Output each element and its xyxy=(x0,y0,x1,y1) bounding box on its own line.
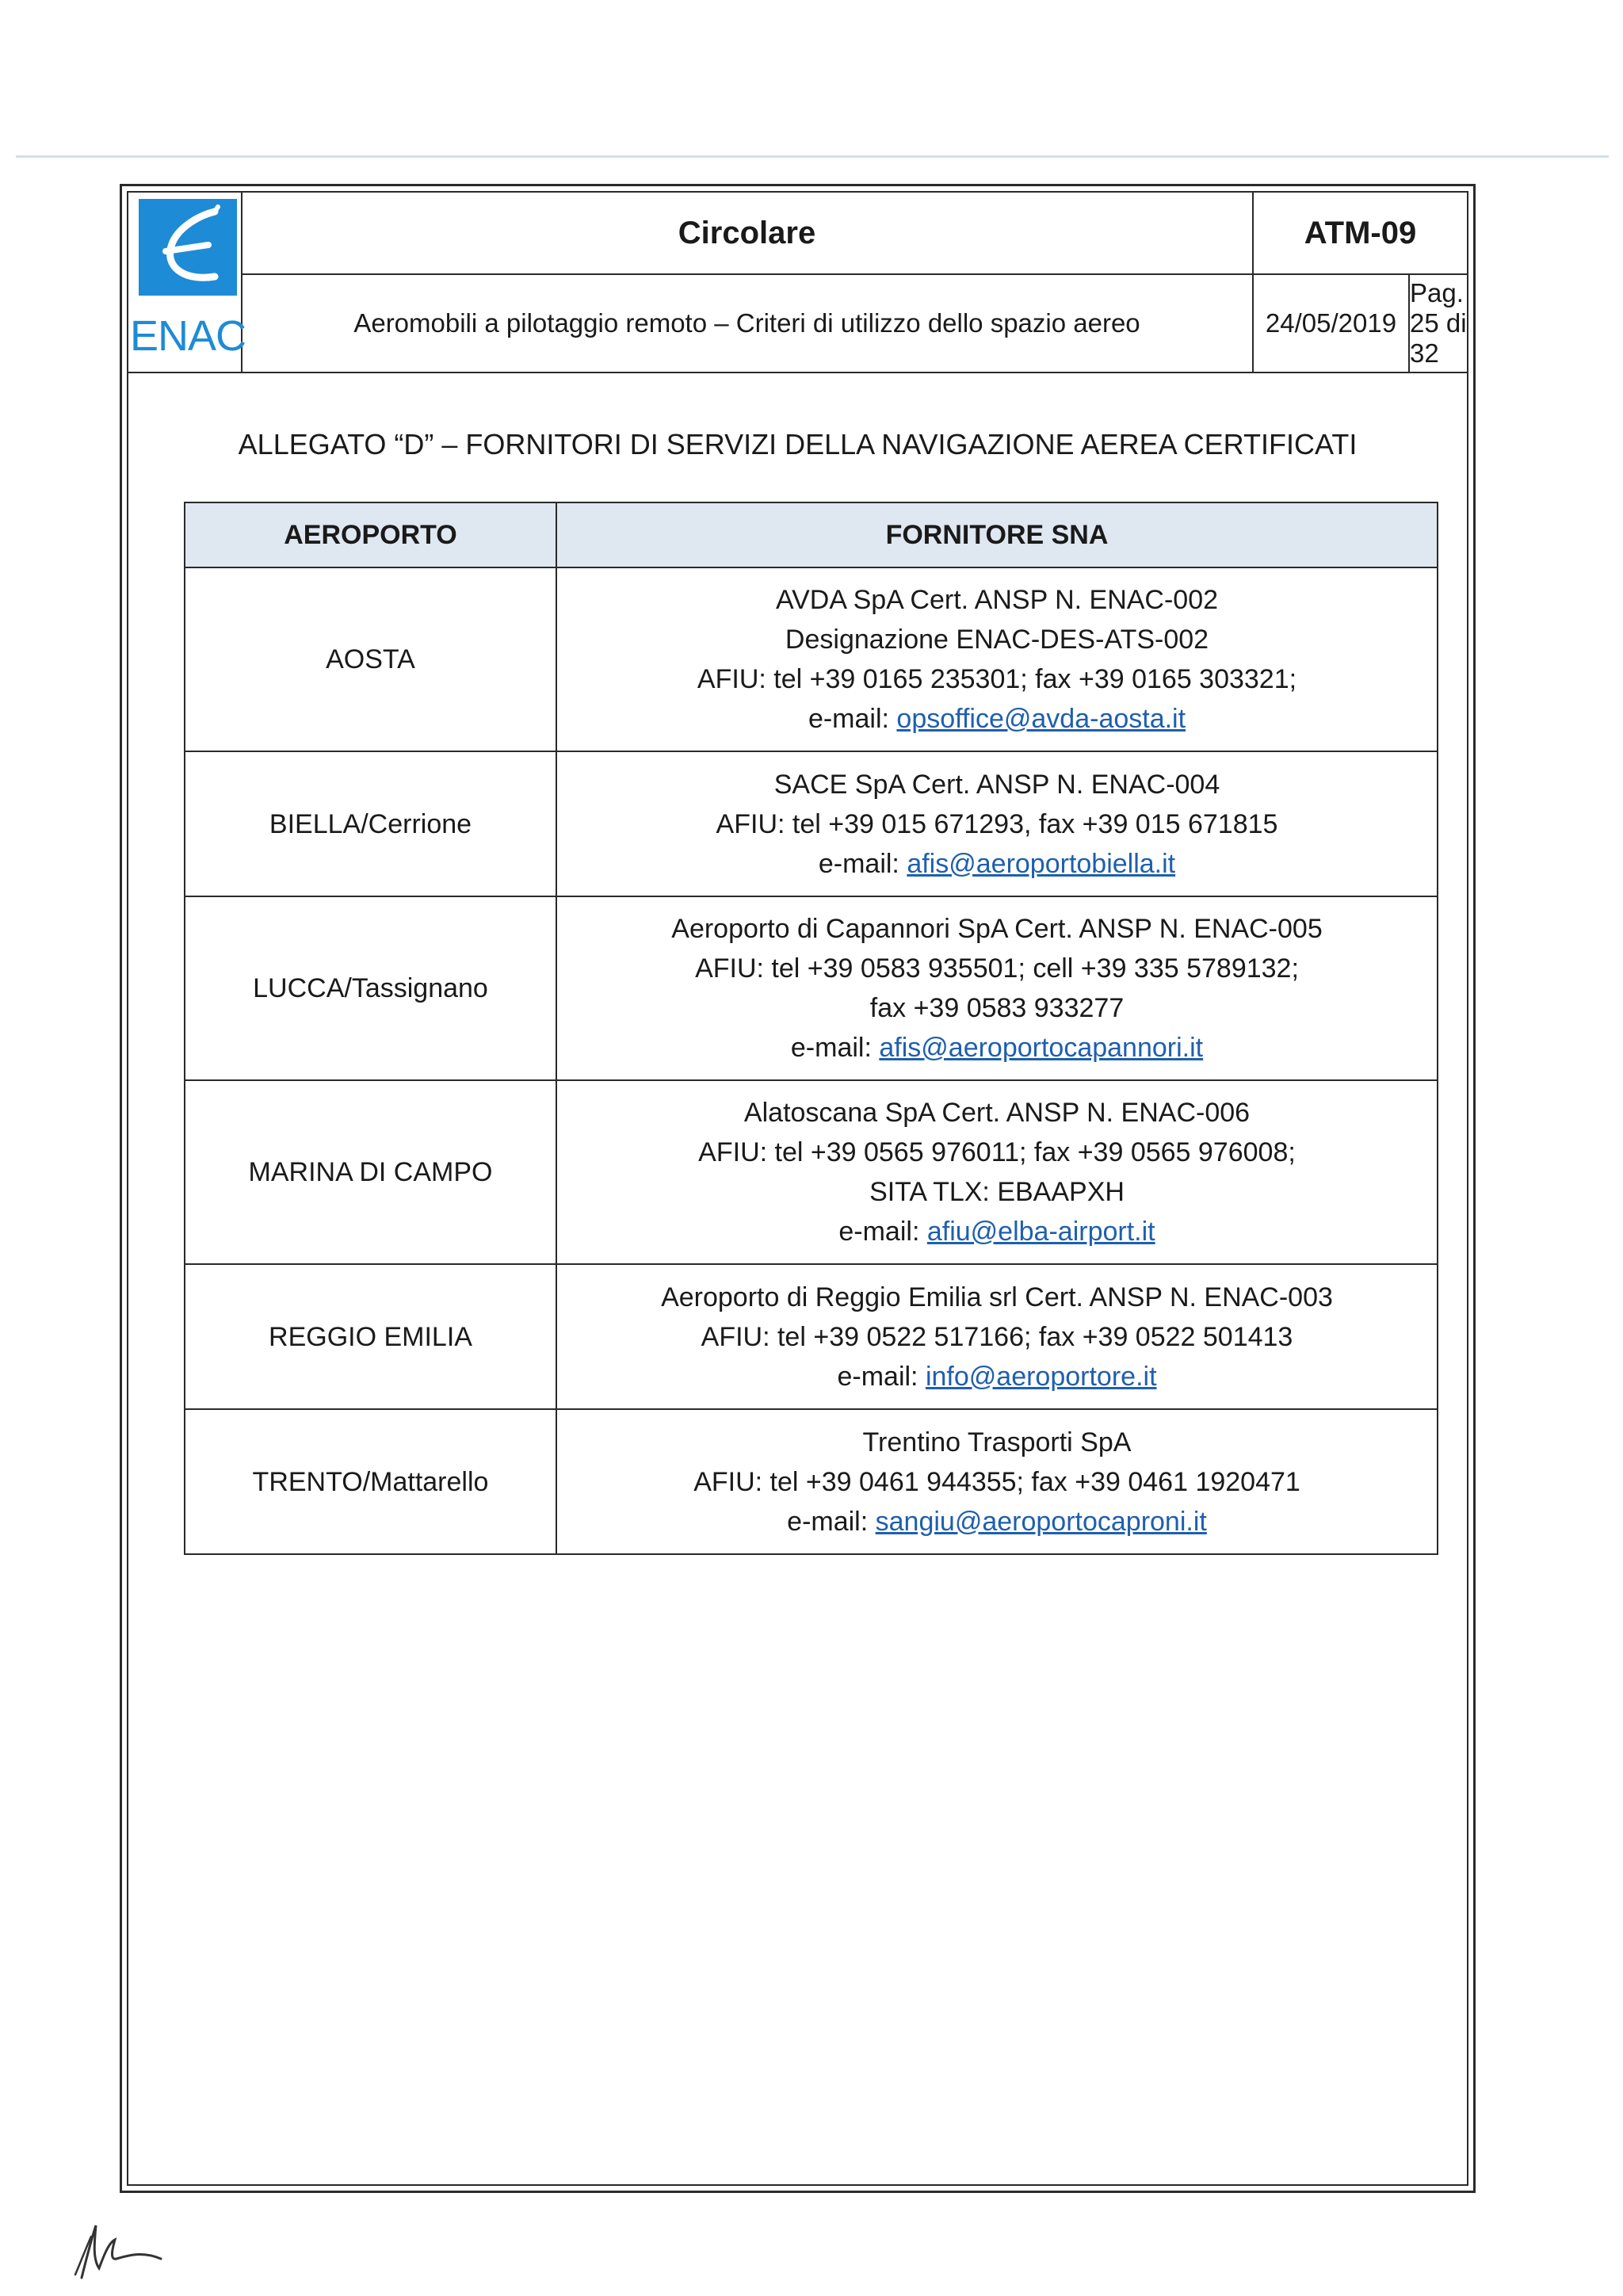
provider-cell xyxy=(556,1080,1438,1264)
table-row xyxy=(185,751,1438,896)
provider-cell xyxy=(556,1409,1438,1554)
email-link[interactable]: afis@aeroportocapannori.it xyxy=(879,1033,1204,1063)
provider-line: SACE SpA Cert. ANSP N. ENAC-004 xyxy=(773,769,1220,800)
airport-cell: TRENTO/Mattarello xyxy=(185,1409,556,1554)
email-label: e-mail: xyxy=(838,1217,927,1247)
provider-line: AFIU: tel +39 0565 976011; fax +39 0565 976008; xyxy=(698,1137,1296,1167)
document-type: Circolare xyxy=(242,193,1254,275)
email-label: e-mail: xyxy=(787,1506,876,1537)
email-link[interactable]: sangiu@aeroportocaproni.it xyxy=(875,1506,1207,1537)
table-row xyxy=(185,896,1438,1080)
provider-line: SITA TLX: EBAAPXH xyxy=(869,1177,1125,1207)
provider-cell xyxy=(556,896,1438,1080)
table-header-row xyxy=(185,502,1438,567)
email-link[interactable]: afiu@elba-airport.it xyxy=(926,1217,1155,1247)
provider-line: AVDA SpA Cert. ANSP N. ENAC-002 xyxy=(775,585,1219,615)
table-row xyxy=(185,1264,1438,1409)
provider-line: AFIU: tel +39 015 671293, fax +39 015 671815 xyxy=(716,808,1278,839)
email-line xyxy=(557,1212,1437,1251)
email-line xyxy=(557,1357,1437,1396)
column-header-provider: FORNITORE SNA xyxy=(556,502,1438,567)
email-line xyxy=(557,699,1437,739)
section-title: ALLEGATO “D” – FORNITORI DI SERVIZI DELLA NAVIGAZIONE AEREA CERTIFICATI xyxy=(238,428,1358,460)
provider-line: AFIU: tel +39 0522 517166; fax +39 0522 501413 xyxy=(701,1321,1293,1352)
logo-cell xyxy=(128,193,246,372)
provider-line: Aeroporto di Capannori SpA Cert. ANSP N. ENAC-005 xyxy=(671,914,1323,944)
provider-line: Alatoscana SpA Cert. ANSP N. ENAC-006 xyxy=(743,1098,1251,1128)
provider-line: Trentino Trasporti SpA xyxy=(862,1427,1132,1457)
provider-line: AFIU: tel +39 0165 235301; fax +39 0165 303321; xyxy=(697,664,1297,694)
provider-cell xyxy=(556,1264,1438,1409)
email-label: e-mail: xyxy=(837,1361,926,1392)
document-header xyxy=(128,193,1467,373)
provider-cell xyxy=(556,751,1438,896)
provider-line: Designazione ENAC-DES-ATS-002 xyxy=(785,625,1209,655)
email-label: e-mail: xyxy=(790,1033,880,1063)
table-row xyxy=(185,567,1438,751)
airport-cell: MARINA DI CAMPO xyxy=(185,1080,556,1264)
document-date: 24/05/2019 xyxy=(1254,275,1410,372)
email-line xyxy=(557,1028,1437,1068)
document-code: ATM-09 xyxy=(1254,193,1467,275)
enac-logo-icon xyxy=(139,199,237,296)
provider-line: fax +39 0583 933277 xyxy=(869,993,1125,1023)
page-frame xyxy=(120,184,1476,2193)
scan-artifact-line xyxy=(16,155,1609,158)
providers-table xyxy=(184,502,1438,1555)
page-frame-inner xyxy=(127,191,1468,2186)
airport-cell: AOSTA xyxy=(185,567,556,751)
email-label: e-mail: xyxy=(808,704,897,734)
table-row xyxy=(185,1080,1438,1264)
table-row xyxy=(185,1409,1438,1554)
airport-cell: LUCCA/Tassignano xyxy=(185,896,556,1080)
provider-line: AFIU: tel +39 0461 944355; fax +39 0461 1920471 xyxy=(693,1466,1300,1497)
provider-cell xyxy=(556,567,1438,751)
provider-line: AFIU: tel +39 0583 935501; cell +39 335 5789132; xyxy=(695,953,1299,984)
page-number: Pag. 25 di 32 xyxy=(1410,278,1467,368)
provider-line: Aeroporto di Reggio Emilia srl Cert. ANSP N. ENAC-003 xyxy=(661,1282,1333,1312)
email-line xyxy=(557,844,1437,884)
column-header-airport: AEROPORTO xyxy=(185,502,556,567)
airport-cell: REGGIO EMILIA xyxy=(185,1264,556,1409)
email-link[interactable]: opsoffice@avda-aosta.it xyxy=(896,704,1186,734)
email-link[interactable]: afis@aeroportobiella.it xyxy=(907,848,1176,879)
logo-wordmark: ENAC xyxy=(130,312,246,360)
email-link[interactable]: info@aeroportore.it xyxy=(925,1361,1157,1392)
document-subject: Aeromobili a pilotaggio remoto – Criteri di utilizzo dello spazio aereo xyxy=(242,275,1254,372)
email-label: e-mail: xyxy=(818,848,907,879)
handwritten-signature-icon xyxy=(59,2219,178,2283)
email-line xyxy=(557,1502,1437,1541)
airport-cell: BIELLA/Cerrione xyxy=(185,751,556,896)
